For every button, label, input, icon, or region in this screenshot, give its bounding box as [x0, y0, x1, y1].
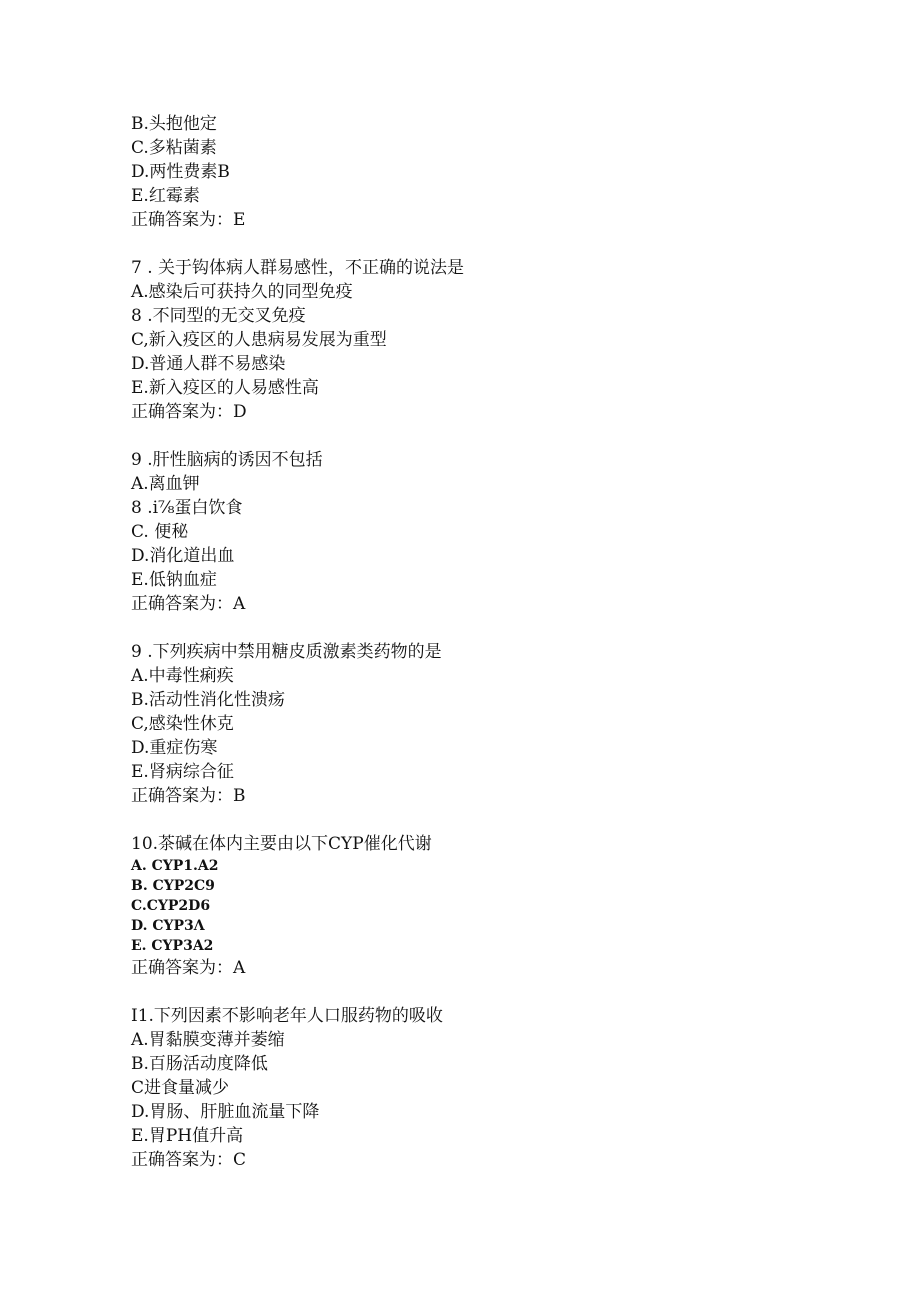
- option-e: E. CYP3A2: [131, 938, 214, 954]
- option-e: E.胃PH值升高: [131, 1126, 244, 1146]
- question-stem: 9 .下列疾病中禁用糖皮质激素类药物的是: [131, 642, 442, 662]
- option-a: A.中毒性痢疾: [131, 666, 234, 686]
- question-stem: I1.下列因素不影响老年人口服药物的吸收: [131, 1006, 443, 1026]
- spacer: [131, 232, 831, 256]
- question-stem: 7 . 关于钩体病人群易感性，不正确的说法是: [131, 258, 465, 278]
- question-block-7: [131, 256, 831, 424]
- option-c: C.CYP2D6: [131, 898, 211, 914]
- option-b: B.头抱他定: [131, 114, 217, 134]
- option-b: B.百肠活动度降低: [131, 1054, 268, 1074]
- option-e: E.红霉素: [131, 186, 200, 206]
- option-d: D.两性费素B: [131, 162, 230, 182]
- option-e: E.低钠血症: [131, 570, 217, 590]
- option-b: 8 .i⅞蛋白饮食: [131, 498, 243, 518]
- option-c: C进食量减少: [131, 1078, 230, 1098]
- option-a: A. CYP1.A2: [131, 858, 219, 874]
- option-d: D. CYP3Λ: [131, 918, 205, 934]
- question-block-11: [131, 1004, 831, 1172]
- spacer: [131, 980, 831, 1004]
- answer-line: 正确答案为：A: [131, 958, 246, 978]
- answer-line: 正确答案为：A: [131, 594, 246, 614]
- question-block-10: [131, 832, 831, 980]
- option-c: C,感染性休克: [131, 714, 234, 734]
- answer-line: 正确答案为：E: [131, 210, 246, 230]
- option-c: C,新入疫区的人患病易发展为重型: [131, 330, 387, 350]
- option-d: D.重症伤寒: [131, 738, 218, 758]
- spacer: [131, 424, 831, 448]
- answer-line: 正确答案为：B: [131, 786, 246, 806]
- option-b: 8 .不同型的无交叉免疫: [131, 306, 306, 326]
- option-e: E.新入疫区的人易感性高: [131, 378, 319, 398]
- option-d: D.胃肠、肝脏血流量下降: [131, 1102, 320, 1122]
- answer-line: 正确答案为：C: [131, 1150, 247, 1170]
- spacer: [131, 808, 831, 832]
- question-block-9b: [131, 640, 831, 808]
- option-e: E.肾病综合征: [131, 762, 234, 782]
- option-c: C. 便秘: [131, 522, 189, 542]
- answer-line: 正确答案为：D: [131, 402, 247, 422]
- question-stem: 10.茶碱在体内主要由以下CYP催化代谢: [131, 834, 432, 854]
- option-b: B.活动性消化性溃疡: [131, 690, 285, 710]
- option-b: B. CYP2C9: [131, 878, 215, 894]
- option-d: D.消化道出血: [131, 546, 235, 566]
- question-block-9a: [131, 448, 831, 616]
- option-c: C.多粘菌素: [131, 138, 217, 158]
- option-a: A.胃黏膜变薄并萎缩: [131, 1030, 285, 1050]
- option-a: A.感染后可获持久的同型免疫: [131, 282, 353, 302]
- spacer: [131, 616, 831, 640]
- option-a: A.离血钾: [131, 474, 200, 494]
- question-block-6-tail: [131, 112, 831, 232]
- option-d: D.普通人群不易感染: [131, 354, 286, 374]
- question-stem: 9 .肝性脑病的诱因不包括: [131, 450, 323, 470]
- question-list: [131, 112, 831, 1172]
